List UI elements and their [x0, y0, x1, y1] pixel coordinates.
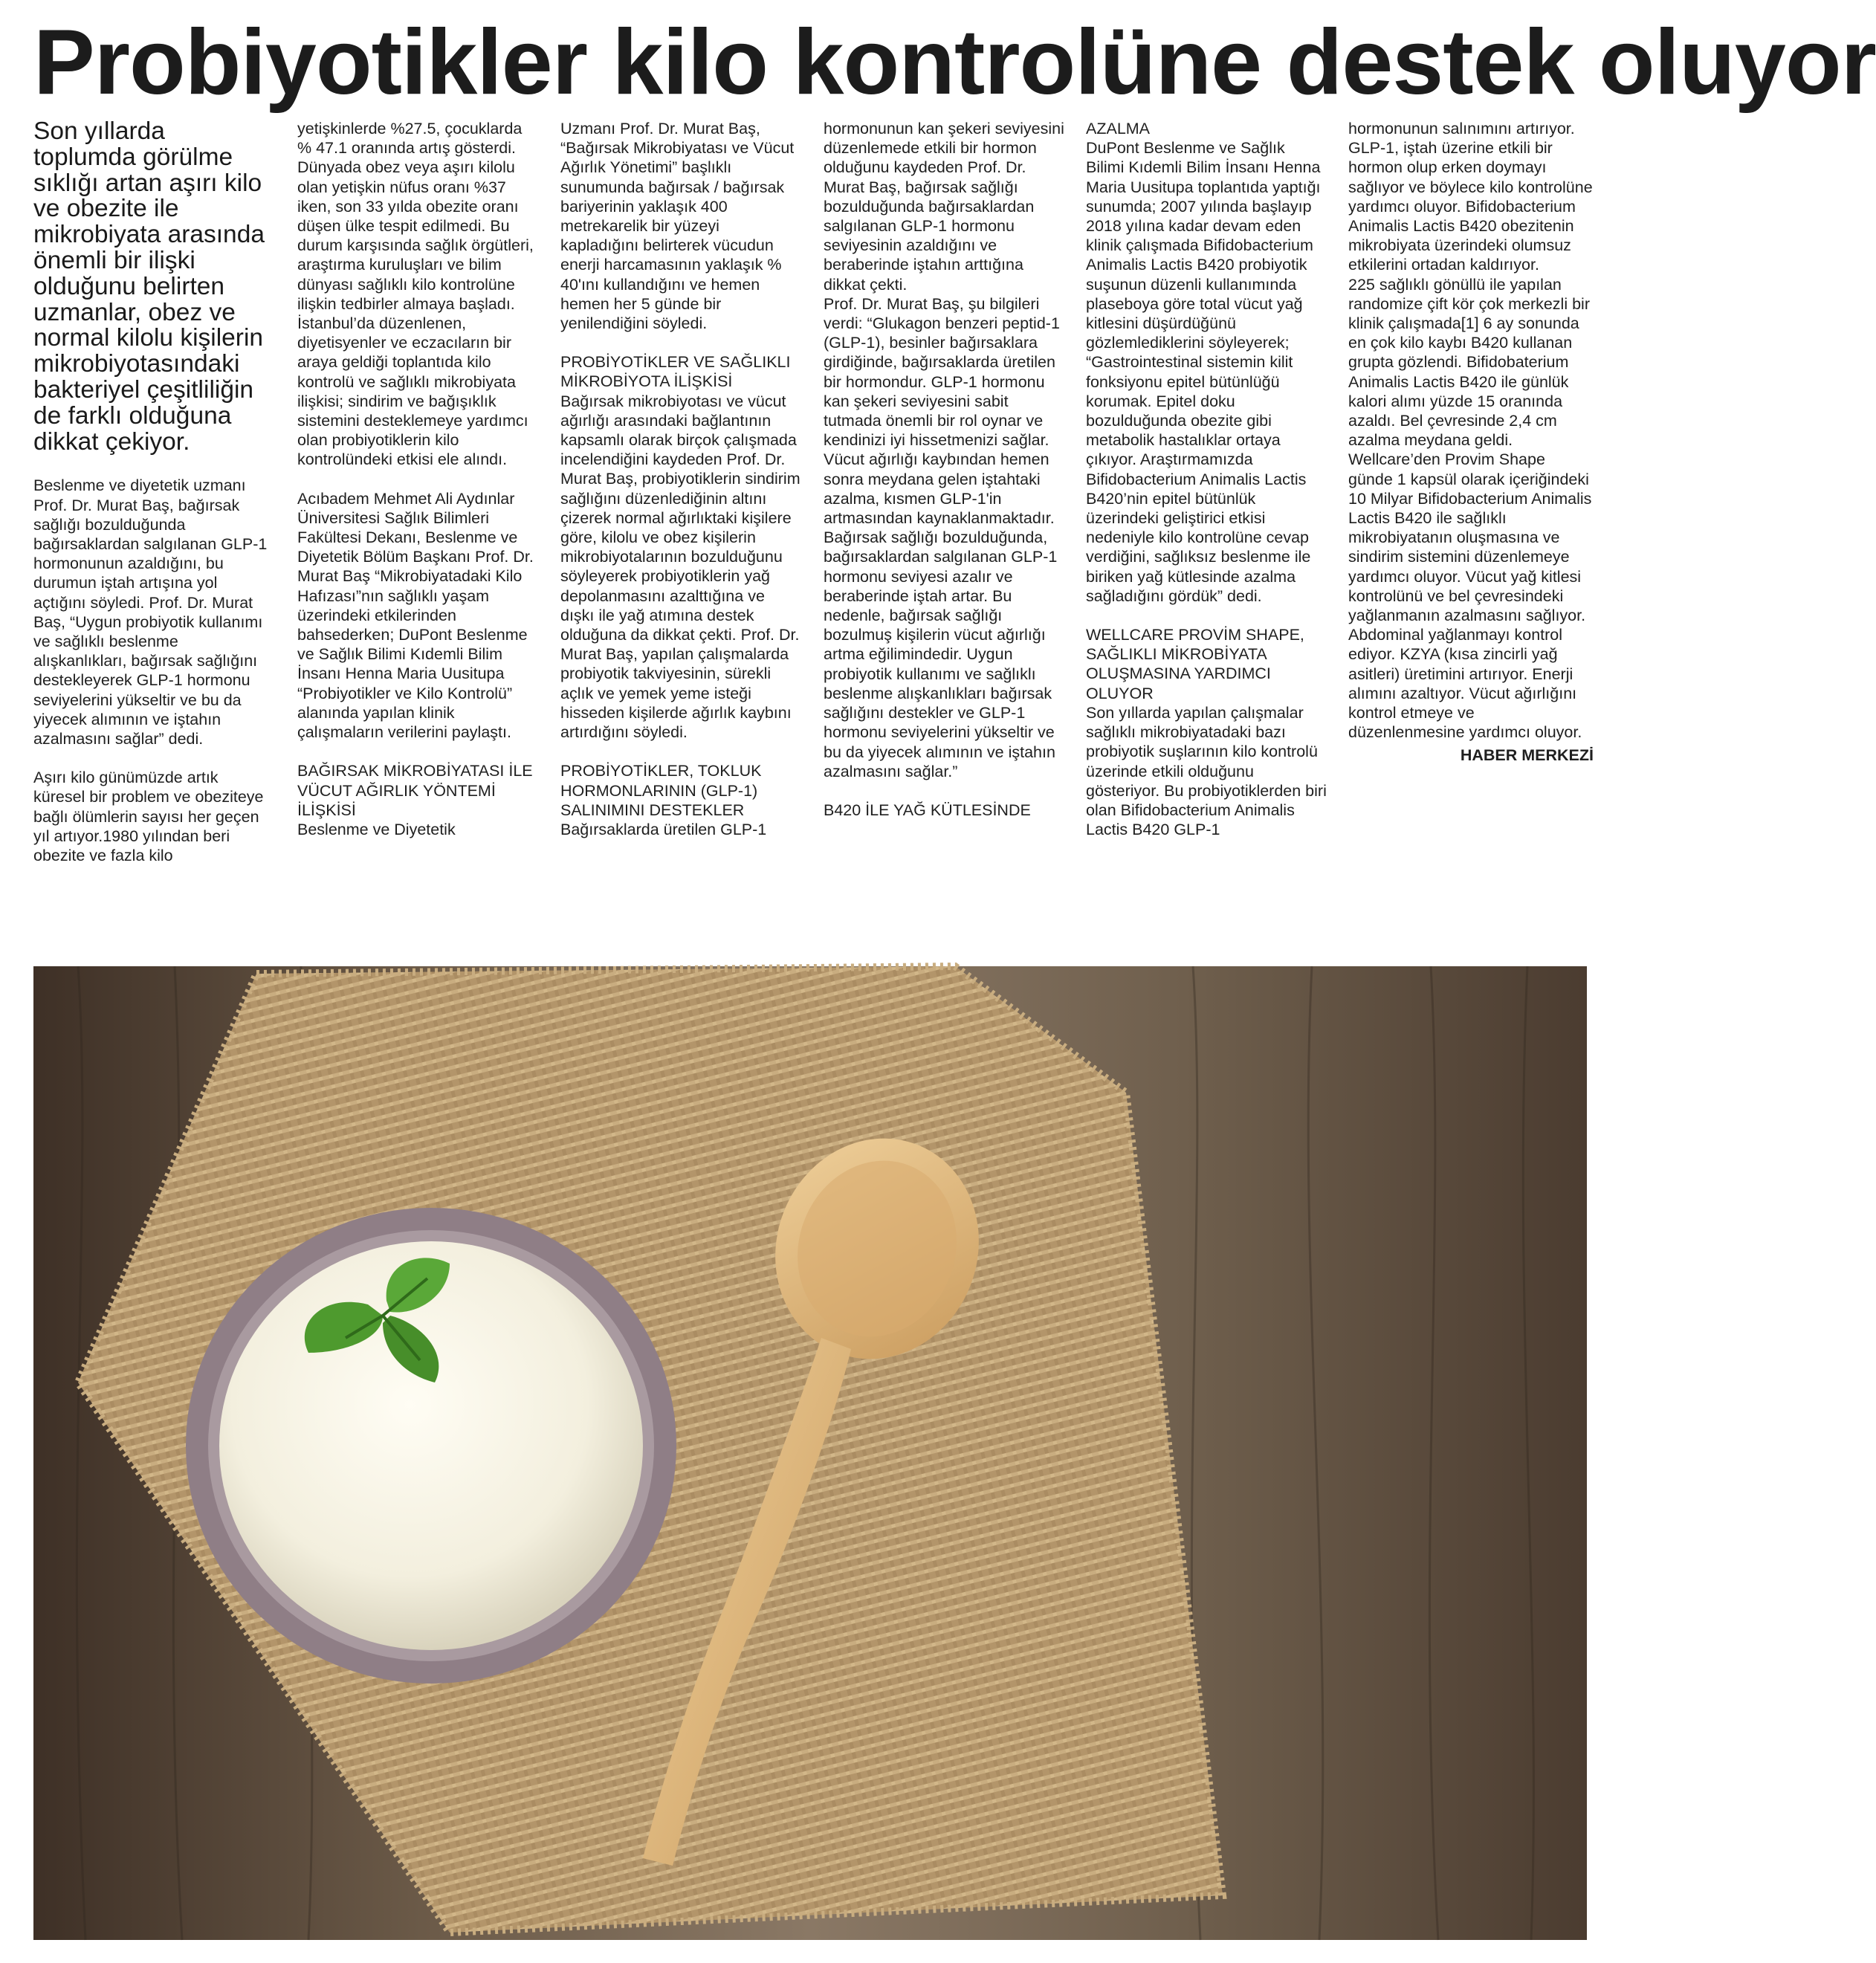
body-paragraph: Uzmanı Prof. Dr. Murat Baş, “Bağırsak Mikrobiyatası ve Vücut Ağırlık Yönetimi” başlıklı sunumunda bağırsak / bağırsak bariyerinin yaklaşık 400 metrekarelik bir yüzeyi kapladığını belirterek vücudun enerji harcamasının yaklaşık % 40'ını kullandığını ve hemen hemen her 5 günde bir yenilendiğini söyledi.: [560, 120, 795, 333]
subheading: WELLCARE PROVİM SHAPE, SAĞLIKLI MİKROBİYATA OLUŞMASINA YARDIMCI OLUYOR: [1086, 626, 1304, 702]
subheading: PROBİYOTİKLER, TOKLUK HORMONLARININ (GLP-1) SALINIMINI DESTEKLER: [560, 762, 762, 819]
body-paragraph: Beslenme ve Diyetetik: [297, 820, 456, 838]
article-column-5: [1086, 119, 1327, 959]
body-paragraph: Bağırsaklarda üretilen GLP-1: [560, 820, 767, 838]
yogurt-bowl-photo: [33, 966, 1587, 1940]
body-paragraph: Wellcare’den Provim Shape günde 1 kapsül olarak içeriğindeki 10 Milyar Bifidobacterium Animalis Lactis B420 ile sağlıklı mikrobiyatanın oluşmasına ve sindirim sistemini düzenlemeye yardımcı oluyor. Vücut yağ kitlesi kontrolünü ve bel çevresindeki yağlanmanın azalmasını sağlıyor.: [1348, 450, 1592, 625]
body-paragraph: Prof. Dr. Murat Baş, şu bilgileri verdi: “Glukagon benzeri peptid-1 (GLP-1), besinler bağırsaklara girdiğinde, bağırsaklarda üretilen bir hormondur. GLP-1 hormonu kan şekeri seviyesini sabit tutmada önemli bir rol oynar ve kendinizi iyi hissetmenizi sağlar. Vücut ağırlığı kaybından hemen sonra meydana gelen iştahtaki azalma, kısmen GLP-1'in artmasından kaynaklanmaktadır. Bağırsak sağlığı bozulduğunda, bağırsaklardan salgılanan GLP-1 hormonu seviyesi azalır ve beraberinde iştah artar. Bu nedenle, bağırsak sağlığı bozulmuş kişilerin vücut ağırlığı artma eğilimindedir. Uygun probiyotik kullanımı ve sağlıklı beslenme alışkanlıkları bağırsak sağlığını destekler ve GLP-1 hormonu seviyelerini yükseltir ve bu da yiyecek alımının ve iştahın azalmasını sağlar.”: [824, 294, 1060, 780]
body-paragraph: hormonunun kan şekeri seviyesini düzenlemede etkili bir hormon olduğunu kaydeden Prof. Dr. Murat Baş, bağırsak sağlığı bozulduğunda bağırsaklardan salgılanan GLP-1 hormonu seviyesinin azaldığını ve beraberinde iştahın arttığına dikkat çekti.: [824, 120, 1064, 294]
article-column-4: [824, 119, 1065, 959]
byline: HABER MERKEZİ: [1460, 746, 1594, 764]
subheading: PROBİYOTİKLER VE SAĞLIKLI MİKROBİYOTA İLİŞKİSİ: [560, 353, 791, 391]
body-paragraph: yetişkinlerde %27.5, çocuklarda % 47.1 oranında artış gösterdi. Dünyada obez veya aşırı kilolu olan yetişkin nüfus oranı %37 iken, son 33 yılda obezite oranı düşen ülke tespit edilmedi. Bu durum karşısında sağlık örgütleri, araştırma kuruluşları ve bilim dünyası sağlıklı kilo kontrolüne ilişkin tedbirler almaya başladı.: [297, 120, 534, 313]
subheading: AZALMA: [1086, 120, 1151, 138]
body-paragraph: DuPont Beslenme ve Sağlık Bilimi Kıdemli Bilim İnsanı Henna Maria Uusitupa toplantıda yaptığı sunumda; 2007 yılında başlayıp 2018 yılına kadar devam eden klinik çalışmada Bifidobacterium Animalis Lactis B420 probiyotik suşunun düzenli kullanımında plaseboya göre total vücut yağ kitlesini düşürdüğünü gözlemlediklerini söyleyerek; “Gastrointestinal sistemin kilit fonksiyonu epitel bütünlüğü korumak. Epitel doku bozulduğunda obezite gibi metabolik hastalıklar ortaya çıkıyor. Araştırmamızda Bifidobacterium Animalis Lactis B420’nin epitel bütünlük üzerindeki geliştirici etkisi nedeniyle kilo kontrolüne cevap verdiğini, sağlıksız beslenme ile biriken yağ kütlesinde azalma sağladığını gördük” dedi.: [1086, 139, 1321, 605]
body-paragraph: Son yıllarda yapılan çalışmalar sağlıklı mikrobiyatadaki bazı probiyotik suşlarının kilo kontrolü üzerinde etkili olduğunu gösteriyor. Bu probiyotiklerden biri olan Bifidobacterium Animalis Lactis B420 GLP-1: [1086, 703, 1327, 839]
yogurt: [219, 1241, 643, 1650]
lead-paragraph: Son yıllarda toplumda görülme sıklığı artan aşırı kilo ve obezite ile mikrobiyata arasında önemli bir ilişki olduğunu belirten uzmanlar, obez ve normal kilolu kişilerin mikrobiyotasındaki bakteriyel çeşitliliğin de farklı olduğuna dikkat çekiyor.: [33, 117, 265, 456]
article-column-3: [560, 119, 802, 959]
body-paragraph: İstanbul’da düzenlenen, diyetisyenler ve eczacıların bir araya geldiği toplantıda kilo kontrolü ve sağlıklı mikrobiyata ilişkisi; sindirim ve bağışıklık sistemini desteklemeye yardımcı olan probiyotiklerin kilo kontrolündeki etkisi ele alındı.: [297, 314, 528, 469]
headline: Probiyotikler kilo kontrolüne destek oluyor: [33, 11, 1876, 114]
body-paragraph: Aşırı kilo günümüzde artık küresel bir problem ve obeziteye bağlı ölümlerin sayısı her geçen yıl artıyor.1980 yılından beri obezite ve fazla kilo: [33, 769, 264, 865]
article-column-2: [297, 119, 539, 959]
body-paragraph: Beslenme ve diyetetik uzmanı Prof. Dr. Murat Baş, bağırsak sağlığı bozulduğunda bağırsaklardan salgılanan GLP-1 hormonunun azaldığını, bu durumun iştah artışına yol açtığını söyledi. Prof. Dr. Murat Baş, “Uygun probiyotik kullanımı ve sağlıklı beslenme alışkanlıkları, bağırsak sağlığını destekleyerek GLP-1 hormonu seviyelerini yükseltir ve bu da yiyecek alımının ve iştahın azalmasını sağlar” dedi.: [33, 476, 268, 748]
body-paragraph: hormonunun salınımını artırıyor. GLP-1, iştah üzerine etkili bir hormon olup erken doymayı sağlıyor ve böylece kilo kontrolüne yardımcı oluyor. Bifidobacterium Animalis Lactis B420 obezitenin mikrobiyata üzerindeki olumsuz etkilerini ortadan kaldırıyor.: [1348, 120, 1593, 274]
subheading: B420 İLE YAĞ KÜTLESİNDE: [824, 801, 1031, 819]
article-photo: [33, 966, 1587, 1940]
subheading: BAĞIRSAK MİKROBİYATASI İLE VÜCUT AĞIRLIK YÖNTEMİ İLİŞKİSİ: [297, 762, 533, 819]
body-paragraph: Bağırsak mikrobiyotası ve vücut ağırlığı arasındaki bağlantının kapsamlı olarak birçok çalışmada incelendiğini kaydeden Prof. Dr. Murat Baş, probiyotiklerin sindirim sağlığını düzenlediğinin altını çizerek normal ağırlıktaki kişilere göre, kilolu ve obez kişilerin mikrobiyotalarının bozulduğunu söyleyerek probiyotiklerin yağ depolanmasını azalttığına ve dışkı ile yağ atımına destek olduğuna da dikkat çekti. Prof. Dr. Murat Baş, yapılan çalışmalarda probiyotik takviyesinin, sürekli açlık ve yemek yeme isteği hisseden kişilerde ağırlık kaybını artırdığını söyledi.: [560, 392, 800, 742]
body-paragraph: Acıbadem Mehmet Ali Aydınlar Üniversitesi Sağlık Bilimleri Fakültesi Dekanı, Beslenme ve Diyetetik Bölüm Başkanı Prof. Dr. Murat Baş “Mikrobiyatadaki Kilo Hafızası”nın sağlıklı yaşam üzerindeki etkilerinden bahsederken; DuPont Beslenme ve Sağlık Bilimi Kıdemli Bilim İnsanı Henna Maria Uusitupa “Probiyotikler ve Kilo Kontrolü” alanında yapılan klinik çalışmaların verilerini paylaştı.: [297, 489, 534, 742]
body-paragraph: Abdominal yağlanmayı kontrol ediyor. KZYA (kısa zincirli yağ asitleri) üretimini artırıyor. Enerji alımını azaltıyor. Vücut ağırlığını kontrol etmeye ve düzenlenmesine yardımcı oluyor.: [1348, 626, 1582, 742]
body-paragraph: 225 sağlıklı gönüllü ile yapılan randomize çift kör çok merkezli bir klinik çalışmada[1] 6 ay sonunda en çok kilo kaybı B420 kullanan grupta gözlendi. Bifidobaterium Animalis Lactis B420 ile günlük kalori alımı yüzde 15 oranında azaldı. Bel çevresinde 2,4 cm azalma meydana geldi.: [1348, 275, 1590, 450]
article-column-6: [1348, 119, 1594, 959]
article-column-1: [33, 119, 271, 959]
